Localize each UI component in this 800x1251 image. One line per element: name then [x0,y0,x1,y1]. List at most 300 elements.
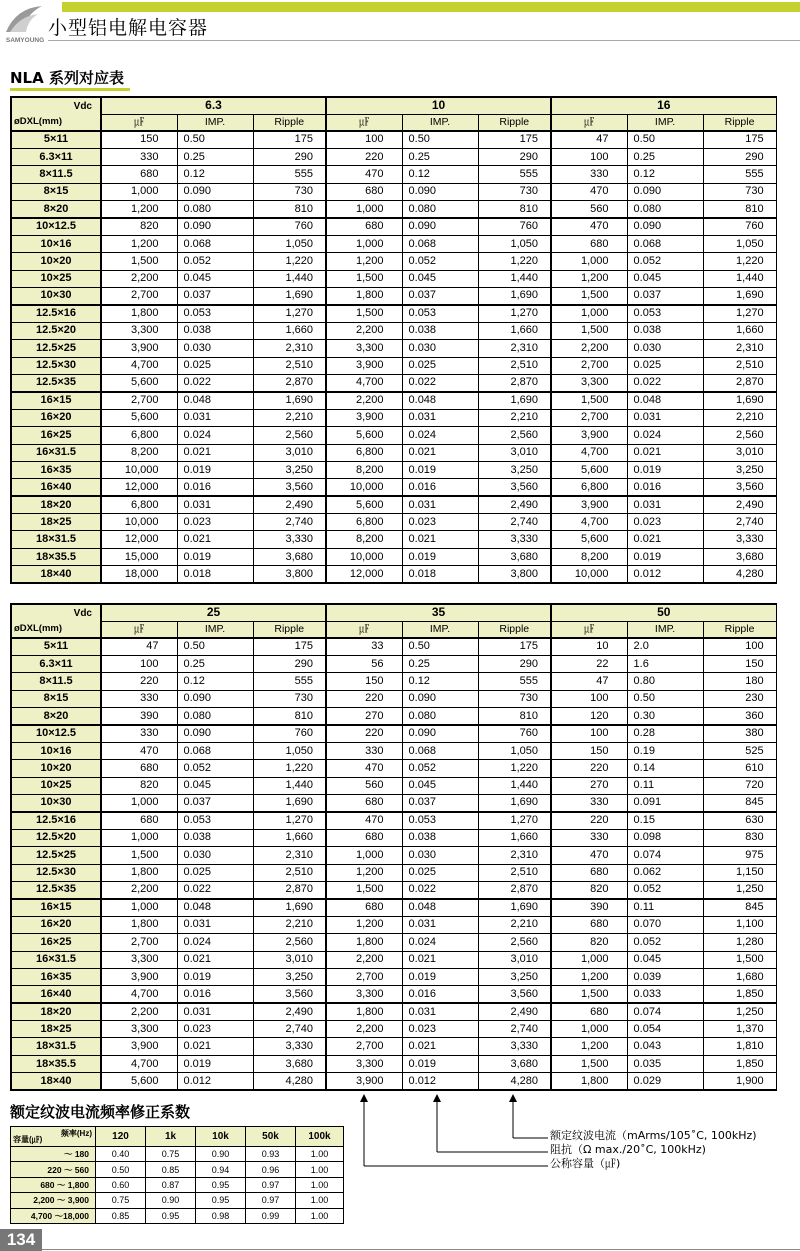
cap-cell: 1,500 [101,253,177,270]
ripple-cell: 175 [478,638,551,655]
ripple-cell: 1,680 [703,968,776,985]
imp-cell: 0.052 [177,253,253,270]
imp-cell: 0.12 [402,673,478,690]
ripple-cell: 730 [478,690,551,707]
cap-cell: 1,500 [326,305,402,322]
table-row [11,829,776,846]
cap-cell: 1,800 [101,916,177,933]
cap-cell: 1,500 [551,288,627,305]
ripple-cell: 810 [703,201,776,218]
size-cell: 12.5×20 [11,829,101,846]
ripple-cell: 1,660 [703,322,776,339]
imp-cell: 0.019 [177,548,253,565]
ripple-cell: 730 [703,183,776,200]
cap-cell: 3,900 [326,1073,402,1090]
imp-cell: 0.022 [627,374,703,391]
factor-cell: 1.00 [296,1147,344,1162]
size-cell: 18×35.5 [11,548,101,565]
cap-range-cell: 220 ～ 560 [11,1162,96,1177]
cap-cell: 1,800 [326,1003,402,1020]
factor-cell: 0.90 [146,1193,196,1208]
imp-cell: 0.021 [177,951,253,968]
size-cell: 10×30 [11,288,101,305]
cap-cell: 680 [101,812,177,829]
ripple-cell: 2,510 [703,357,776,374]
table-row [11,566,776,583]
table-row [11,218,776,235]
ripple-cell: 1,690 [703,392,776,409]
cap-cell: 1,200 [101,201,177,218]
ripple-cell: 2,740 [478,1021,551,1038]
corner-cell [11,604,101,638]
col-header-ripple: Ripple [703,621,776,638]
cap-cell: 3,300 [326,1055,402,1072]
ripple-cell: 2,560 [478,427,551,444]
samyoung-logo-icon [2,2,48,46]
table-row [11,444,776,461]
cap-cell: 2,700 [326,968,402,985]
imp-cell: 0.022 [177,374,253,391]
size-cell: 10×25 [11,270,101,287]
cap-cell: 10,000 [101,514,177,531]
imp-cell: 0.052 [402,760,478,777]
cap-cell: 150 [101,131,177,148]
page-number: 134 [0,1229,42,1251]
correction-title: 额定纹波电流频率修正系数 [10,1103,191,1121]
size-cell: 16×25 [11,934,101,951]
imp-cell: 0.012 [177,1073,253,1090]
cap-cell: 2,700 [101,288,177,305]
imp-cell: 0.038 [402,829,478,846]
size-cell: 16×20 [11,916,101,933]
size-cell: 10×25 [11,777,101,794]
imp-cell: 0.074 [627,1003,703,1020]
table-row [11,201,776,218]
cap-cell: 1,000 [326,235,402,252]
cap-cell: 1,200 [326,916,402,933]
cap-range-cell: 680 ～ 1,800 [11,1177,96,1192]
ripple-cell: 2,560 [253,427,326,444]
size-cell: 12.5×35 [11,881,101,898]
imp-cell: 0.080 [402,201,478,218]
cap-cell: 2,700 [101,934,177,951]
ripple-cell: 2,310 [253,340,326,357]
ripple-cell: 1,690 [253,288,326,305]
ripple-cell: 2,310 [478,340,551,357]
imp-cell: 0.090 [402,690,478,707]
ripple-cell: 630 [703,812,776,829]
cap-cell: 5,600 [101,1073,177,1090]
cap-cell: 1,000 [551,1021,627,1038]
ripple-cell: 1,050 [478,235,551,252]
imp-cell: 0.019 [402,461,478,478]
imp-cell: 0.15 [627,812,703,829]
ripple-cell: 360 [703,708,776,725]
ripple-cell: 1,690 [478,392,551,409]
ripple-cell: 730 [253,183,326,200]
ripple-cell: 2,560 [478,934,551,951]
cap-cell: 5,600 [101,374,177,391]
cap-cell: 2,200 [101,1003,177,1020]
imp-cell: 0.50 [177,131,253,148]
table-row [11,1162,344,1177]
freq-header: 1k [146,1127,196,1147]
ripple-cell: 180 [703,673,776,690]
cap-cell: 1,500 [551,986,627,1003]
cap-cell: 10,000 [101,461,177,478]
size-cell: 18×20 [11,496,101,513]
cap-cell: 5,600 [326,496,402,513]
ripple-cell: 1,270 [253,812,326,829]
cap-cell: 560 [551,201,627,218]
cap-cell: 270 [326,708,402,725]
ripple-cell: 2,510 [478,864,551,881]
ripple-cell: 2,210 [478,409,551,426]
table-row [11,253,776,270]
imp-cell: 0.024 [177,427,253,444]
cap-cell: 1,500 [551,322,627,339]
ripple-cell: 1,220 [703,253,776,270]
ripple-cell: 3,010 [253,444,326,461]
cap-cell: 15,000 [101,548,177,565]
imp-cell: 0.25 [177,655,253,672]
ripple-cell: 730 [253,690,326,707]
cap-cell: 1,000 [101,899,177,916]
cap-cell: 680 [326,218,402,235]
imp-cell: 0.024 [627,427,703,444]
table-row [11,531,776,548]
cap-cell: 2,200 [326,392,402,409]
imp-cell: 0.019 [177,968,253,985]
imp-cell: 0.045 [177,270,253,287]
imp-cell: 0.070 [627,916,703,933]
table-row [11,690,776,707]
imp-cell: 0.045 [402,270,478,287]
cap-cell: 220 [326,725,402,742]
factor-cell: 0.98 [196,1208,246,1223]
factor-cell: 0.40 [96,1147,146,1162]
cap-cell: 10 [551,638,627,655]
col-header-ripple: Ripple [703,114,776,131]
cap-cell: 1,500 [326,881,402,898]
size-cell: 12.5×16 [11,305,101,322]
ripple-cell: 1,440 [253,777,326,794]
imp-cell: 0.030 [627,340,703,357]
size-cell: 12.5×30 [11,864,101,881]
imp-cell: 0.038 [177,322,253,339]
cap-cell: 1,200 [551,968,627,985]
imp-cell: 0.022 [177,881,253,898]
imp-cell: 0.031 [627,409,703,426]
frequency-correction-table [10,1126,344,1224]
ripple-cell: 760 [253,725,326,742]
cap-cell: 1,000 [551,253,627,270]
col-header-ripple: Ripple [253,114,326,131]
cap-cell: 820 [101,218,177,235]
imp-cell: 0.080 [177,201,253,218]
size-cell: 18×35.5 [11,1055,101,1072]
factor-cell: 0.75 [146,1147,196,1162]
imp-cell: 0.024 [177,934,253,951]
ripple-cell: 4,280 [253,1073,326,1090]
imp-cell: 0.053 [402,812,478,829]
ripple-cell: 2,490 [478,496,551,513]
ripple-cell: 810 [253,201,326,218]
ripple-cell: 3,680 [478,548,551,565]
table-row [11,427,776,444]
size-cell: 10×20 [11,760,101,777]
cap-cell: 5,600 [551,461,627,478]
cap-cell: 330 [101,148,177,165]
ripple-cell: 3,010 [478,444,551,461]
imp-cell: 0.019 [402,968,478,985]
imp-cell: 0.12 [177,166,253,183]
table-row [11,1038,776,1055]
cap-cell: 1,200 [551,270,627,287]
table-row [11,131,776,148]
factor-cell: 1.00 [296,1193,344,1208]
imp-cell: 0.030 [177,847,253,864]
table-row [11,392,776,409]
ripple-cell: 3,010 [478,951,551,968]
cap-cell: 1,500 [101,847,177,864]
table-row [11,514,776,531]
ripple-cell: 3,800 [478,566,551,583]
table-row [11,357,776,374]
ripple-cell: 175 [253,131,326,148]
cap-cell: 680 [326,899,402,916]
ripple-cell: 845 [703,899,776,916]
imp-cell: 0.016 [177,986,253,1003]
ripple-cell: 290 [478,148,551,165]
factor-cell: 1.00 [296,1162,344,1177]
ripple-cell: 1,250 [703,1003,776,1020]
factor-cell: 1.00 [296,1177,344,1192]
cap-cell: 4,700 [101,357,177,374]
ripple-cell: 175 [253,638,326,655]
ripple-cell: 555 [253,166,326,183]
imp-cell: 0.052 [402,253,478,270]
voltage-header: 6.3 [101,97,326,114]
page-title: 小型铝电解电容器 [48,17,209,39]
cap-cell: 12,000 [101,479,177,496]
ripple-cell: 1,270 [253,305,326,322]
table-row [11,742,776,759]
cap-cell: 220 [101,673,177,690]
ripple-cell: 1,690 [703,288,776,305]
cap-cell: 150 [326,673,402,690]
imp-cell: 0.030 [402,340,478,357]
size-cell: 12.5×16 [11,812,101,829]
ripple-cell: 1,660 [253,322,326,339]
cap-cell: 3,900 [101,968,177,985]
size-cell: 16×25 [11,427,101,444]
ripple-cell: 1,690 [253,392,326,409]
imp-cell: 0.11 [627,899,703,916]
cap-cell: 4,700 [101,1055,177,1072]
ripple-cell: 1,440 [478,270,551,287]
imp-cell: 0.043 [627,1038,703,1055]
col-header-imp: IMP. [177,114,253,131]
imp-cell: 0.024 [402,427,478,444]
ripple-cell: 760 [253,218,326,235]
imp-cell: 0.053 [177,812,253,829]
table-row [11,655,776,672]
size-cell: 12.5×20 [11,322,101,339]
imp-cell: 0.039 [627,968,703,985]
imp-cell: 0.019 [627,461,703,478]
ripple-cell: 1,850 [703,1055,776,1072]
cap-cell: 820 [101,777,177,794]
cap-cell: 6,800 [551,479,627,496]
cap-cell: 4,700 [551,514,627,531]
factor-cell: 0.93 [246,1147,296,1162]
imp-cell: 0.053 [627,305,703,322]
ripple-cell: 2,490 [478,1003,551,1020]
ripple-cell: 2,490 [253,1003,326,1020]
ripple-cell: 555 [478,166,551,183]
cap-cell: 1,800 [101,305,177,322]
ripple-cell: 2,870 [253,881,326,898]
cap-cell: 2,700 [551,409,627,426]
cap-cell: 1,800 [326,934,402,951]
factor-cell: 0.97 [246,1177,296,1192]
factor-cell: 0.97 [246,1193,296,1208]
freq-header: 50k [246,1127,296,1147]
factor-cell: 0.95 [196,1177,246,1192]
cap-cell: 3,900 [326,409,402,426]
ripple-cell: 4,280 [478,1073,551,1090]
factor-cell: 0.85 [96,1208,146,1223]
ripple-cell: 150 [703,655,776,672]
ripple-cell: 1,500 [703,951,776,968]
table-row [11,864,776,881]
ripple-cell: 1,690 [478,288,551,305]
ripple-cell: 380 [703,725,776,742]
cap-cell: 10,000 [551,566,627,583]
cap-cell: 47 [551,131,627,148]
cap-cell: 2,700 [326,1038,402,1055]
cap-cell: 6,800 [326,514,402,531]
ripple-cell: 3,330 [703,531,776,548]
cap-cell: 22 [551,655,627,672]
cap-cell: 2,200 [326,322,402,339]
table-row [11,1177,344,1192]
imp-cell: 0.016 [402,986,478,1003]
voltage-header: 16 [551,97,776,114]
size-cell: 12.5×35 [11,374,101,391]
ripple-cell: 1,220 [253,253,326,270]
imp-cell: 0.023 [402,514,478,531]
imp-cell: 0.045 [627,951,703,968]
ripple-cell: 2,210 [478,916,551,933]
ripple-cell: 2,740 [703,514,776,531]
imp-cell: 0.12 [627,166,703,183]
imp-cell: 0.090 [177,183,253,200]
size-cell: 5×11 [11,131,101,148]
cap-cell: 3,300 [101,322,177,339]
ripple-cell: 2,510 [253,864,326,881]
table-row [11,1073,776,1090]
imp-cell: 0.021 [402,951,478,968]
corner-cell [11,97,101,131]
table-row [11,496,776,513]
imp-cell: 0.030 [402,847,478,864]
legend-capacitance: 公称容量（㎌) [550,1157,621,1170]
cap-cell: 470 [551,847,627,864]
imp-cell: 0.018 [177,566,253,583]
ripple-cell: 2,210 [703,409,776,426]
cap-cell: 3,300 [101,1021,177,1038]
imp-cell: 0.038 [627,322,703,339]
imp-cell: 0.068 [627,235,703,252]
ripple-cell: 1,690 [478,795,551,812]
col-header-imp: IMP. [627,114,703,131]
imp-cell: 0.048 [402,392,478,409]
ripple-cell: 2,870 [703,374,776,391]
cap-cell: 4,700 [101,986,177,1003]
imp-cell: 0.021 [402,1038,478,1055]
legend-ripple: 额定纹波电流（mArms/105˚C, 100kHz) [550,1129,757,1142]
ripple-cell: 555 [253,673,326,690]
cap-cell: 560 [326,777,402,794]
col-header-imp: IMP. [402,114,478,131]
cap-cell: 390 [101,708,177,725]
cap-cell: 18,000 [101,566,177,583]
imp-cell: 0.11 [627,777,703,794]
ripple-cell: 175 [703,131,776,148]
cap-cell: 470 [551,183,627,200]
imp-cell: 0.50 [627,131,703,148]
imp-cell: 0.021 [627,444,703,461]
imp-cell: 0.016 [402,479,478,496]
col-header-ripple: Ripple [478,621,551,638]
ripple-cell: 810 [478,708,551,725]
imp-cell: 0.023 [177,514,253,531]
cap-cell: 470 [551,218,627,235]
imp-cell: 0.074 [627,847,703,864]
imp-cell: 0.021 [402,444,478,461]
cap-cell: 2,200 [551,340,627,357]
imp-cell: 0.19 [627,742,703,759]
col-header-cap: ㎌ [551,114,627,131]
ripple-cell: 1,280 [703,934,776,951]
imp-cell: 0.021 [177,531,253,548]
cap-cell: 470 [326,812,402,829]
table-row [11,166,776,183]
factor-cell: 0.50 [96,1162,146,1177]
size-cell: 18×25 [11,514,101,531]
size-cell: 16×35 [11,968,101,985]
col-header-cap: ㎌ [326,621,402,638]
ripple-cell: 3,250 [253,461,326,478]
table-row [11,673,776,690]
size-cell: 10×12.5 [11,218,101,235]
ripple-cell: 1,050 [478,742,551,759]
col-header-cap: ㎌ [101,114,177,131]
col-header-ripple: Ripple [478,114,551,131]
factor-cell: 0.95 [146,1208,196,1223]
cap-cell: 3,300 [551,374,627,391]
table-row [11,1055,776,1072]
ripple-cell: 1,220 [478,253,551,270]
cap-cell: 10,000 [326,548,402,565]
ripple-cell: 100 [703,638,776,655]
imp-cell: 0.090 [177,218,253,235]
ripple-cell: 290 [478,655,551,672]
cap-cell: 470 [326,760,402,777]
factor-cell: 0.90 [196,1147,246,1162]
